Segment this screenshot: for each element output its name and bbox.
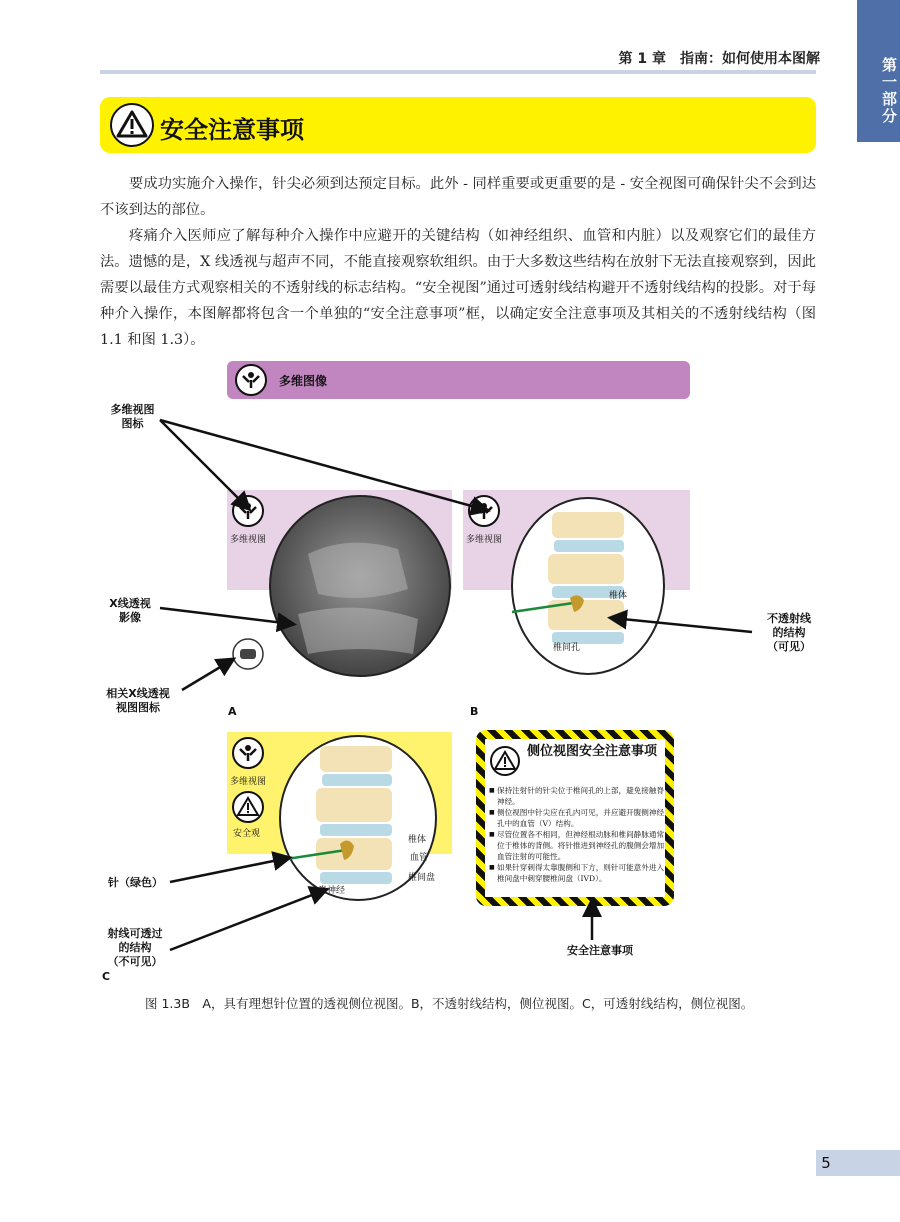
figure-caption: 图 1.3B A，具有理想针位置的透视侧位视图。B，不透射线结构，侧位视图。C，可透射线结构，侧位视图。 xyxy=(145,996,754,1011)
callout-safety-box: 安全注意事项 xyxy=(567,944,633,957)
page-number: 5 xyxy=(821,1154,831,1172)
panel-c-safety-label: 安全观 xyxy=(233,829,261,839)
callout-needle: 针（绿色） xyxy=(108,876,163,889)
label-vessel-c: 血管 xyxy=(410,853,429,863)
paragraph-1: 要成功实施介入操作，针尖必须到达预定目标。此外 - 同样重要或更重要的是 - 安全视图可确保针尖不会到达不该到达的部位。 xyxy=(100,176,816,218)
paragraph-2: 疼痛介入医师应了解每种介入操作中应避开的关键结构（如神经组织、血管和内脏）以及观察它们的最佳方法。遗憾的是，X 线透视与超声不同，不能直接观察软组织。由于大多数这些结构在放射下无法直接观察到，因此需要以最佳方式观察相关的不透射线的标志结构。“安全视图”通过可透射线结构避开不透射线结构的投影。对于每种介入操作，本图解都将包含一个单独的“安全注意事项”框，以确定安全注意事项及其相关的不透射线结构（图 1.1 和图 1.3）。 xyxy=(100,228,816,348)
panel-a-icon-label: 多维视图 xyxy=(230,535,267,545)
panel-b-icon-label: 多维视图 xyxy=(466,535,503,545)
panel-a-letter: A xyxy=(228,705,237,718)
list-item: ■ 保持注射针的针尖位于椎间孔的上部，避免接触脊神经。 xyxy=(489,785,667,807)
callout-xray-image: X线透视 影像 xyxy=(109,597,151,624)
callout-related-icon: 相关X线透视 视图图标 xyxy=(106,687,170,714)
callout-radiolucent: 射线可透过 的结构 （不可见） xyxy=(107,927,163,968)
callout-radiopaque: 不透射线 的结构 （可见） xyxy=(767,612,811,653)
panel-c-icon-label: 多维视图 xyxy=(230,777,267,787)
panel-b-letter: B xyxy=(470,705,479,718)
multi-view-banner-title: 多维图像 xyxy=(279,374,328,388)
label-disc-c: 椎间盘 xyxy=(408,873,436,883)
label-vertebral-body-b: 椎体 xyxy=(609,591,628,601)
list-item: ■ 尽管位置各不相同，但神经根动脉和椎间静脉通常位于椎体的背侧。将针推进到神经孔的腹侧会增加血管注射的可能性。 xyxy=(489,829,667,862)
safety-title: 安全注意事项 xyxy=(160,116,304,144)
list-item: ■ 侧位视图中针尖应在孔内可见，并应避开腹侧神经孔中的血管（V）结构。 xyxy=(489,807,667,829)
label-spinal-nerve-c: 脊神经 xyxy=(318,886,346,896)
callout-multi-view-icon: 多维视图 图标 xyxy=(110,403,155,430)
panel-c-letter: C xyxy=(102,970,111,983)
label-foramen-b: 椎间孔 xyxy=(553,643,581,653)
list-item: ■ 如果针穿刺得太靠腹侧和下方，则针可能意外进入椎间盘中刺穿腰椎间盘（IVD）。 xyxy=(489,862,667,884)
label-vertebral-body-c: 椎体 xyxy=(408,835,427,845)
chapter-header: 第 1 章 指南：如何使用本图解 xyxy=(618,51,820,67)
part-tab: 第一部分 xyxy=(857,0,900,142)
safety-box-title: 侧位视图安全注意事项 xyxy=(527,744,658,759)
